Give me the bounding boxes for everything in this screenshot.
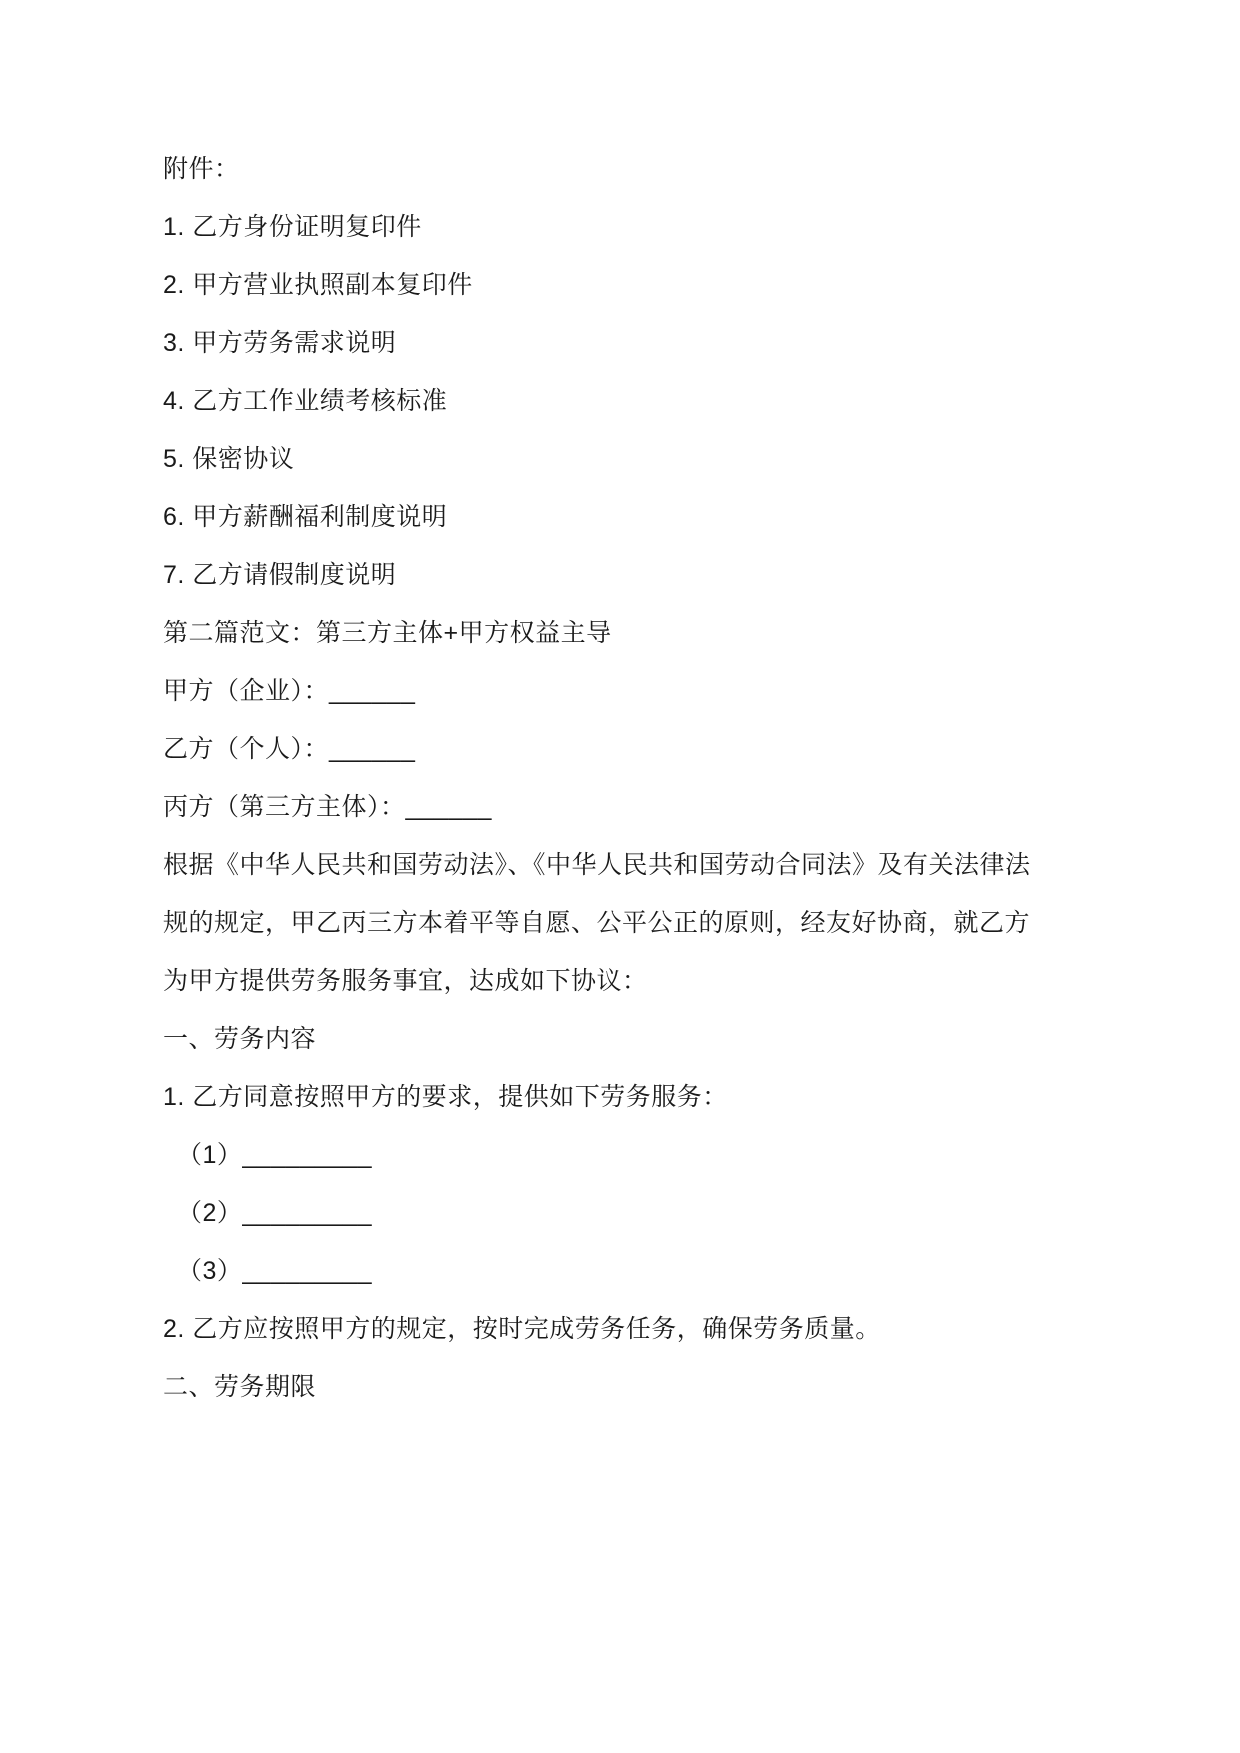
section-one-item: （3）_________ <box>177 1257 373 1285</box>
attachment-item: 6. 甲方薪酬福利制度说明 <box>163 503 448 531</box>
party-line-b: 乙方（个人）：______ <box>163 735 416 763</box>
party-line-c: 丙方（第三方主体）：______ <box>163 793 492 821</box>
attachment-item: 3. 甲方劳务需求说明 <box>163 329 397 357</box>
preamble-line: 规的规定，甲乙丙三方本着平等自愿、公平公正的原则，经友好协商，就乙方 <box>163 909 1031 937</box>
section-one-item: 1. 乙方同意按照甲方的要求，提供如下劳务服务： <box>163 1083 728 1111</box>
sample-title: 第二篇范文：第三方主体+甲方权益主导 <box>163 619 612 647</box>
section-two-title: 二、劳务期限 <box>163 1373 317 1401</box>
section-one-item: （1）_________ <box>177 1141 373 1169</box>
attachment-item: 2. 甲方营业执照副本复印件 <box>163 271 473 299</box>
attachment-item: 1. 乙方身份证明复印件 <box>163 213 422 241</box>
attachment-item: 7. 乙方请假制度说明 <box>163 561 397 589</box>
section-one-title: 一、劳务内容 <box>163 1025 317 1053</box>
attachment-item: 5. 保密协议 <box>163 445 295 473</box>
preamble-line: 根据《中华人民共和国劳动法》、《中华人民共和国劳动合同法》及有关法律法 <box>163 851 1031 879</box>
attachments-heading: 附件： <box>163 155 240 183</box>
attachment-item: 4. 乙方工作业绩考核标准 <box>163 387 448 415</box>
preamble-line: 为甲方提供劳务服务事宜，达成如下协议： <box>163 967 648 995</box>
document-body <box>163 140 1080 1416</box>
section-one-item: （2）_________ <box>177 1199 373 1227</box>
section-one-item: 2. 乙方应按照甲方的规定，按时完成劳务任务，确保劳务质量。 <box>163 1315 881 1343</box>
party-line-a: 甲方（企业）：______ <box>163 677 416 705</box>
